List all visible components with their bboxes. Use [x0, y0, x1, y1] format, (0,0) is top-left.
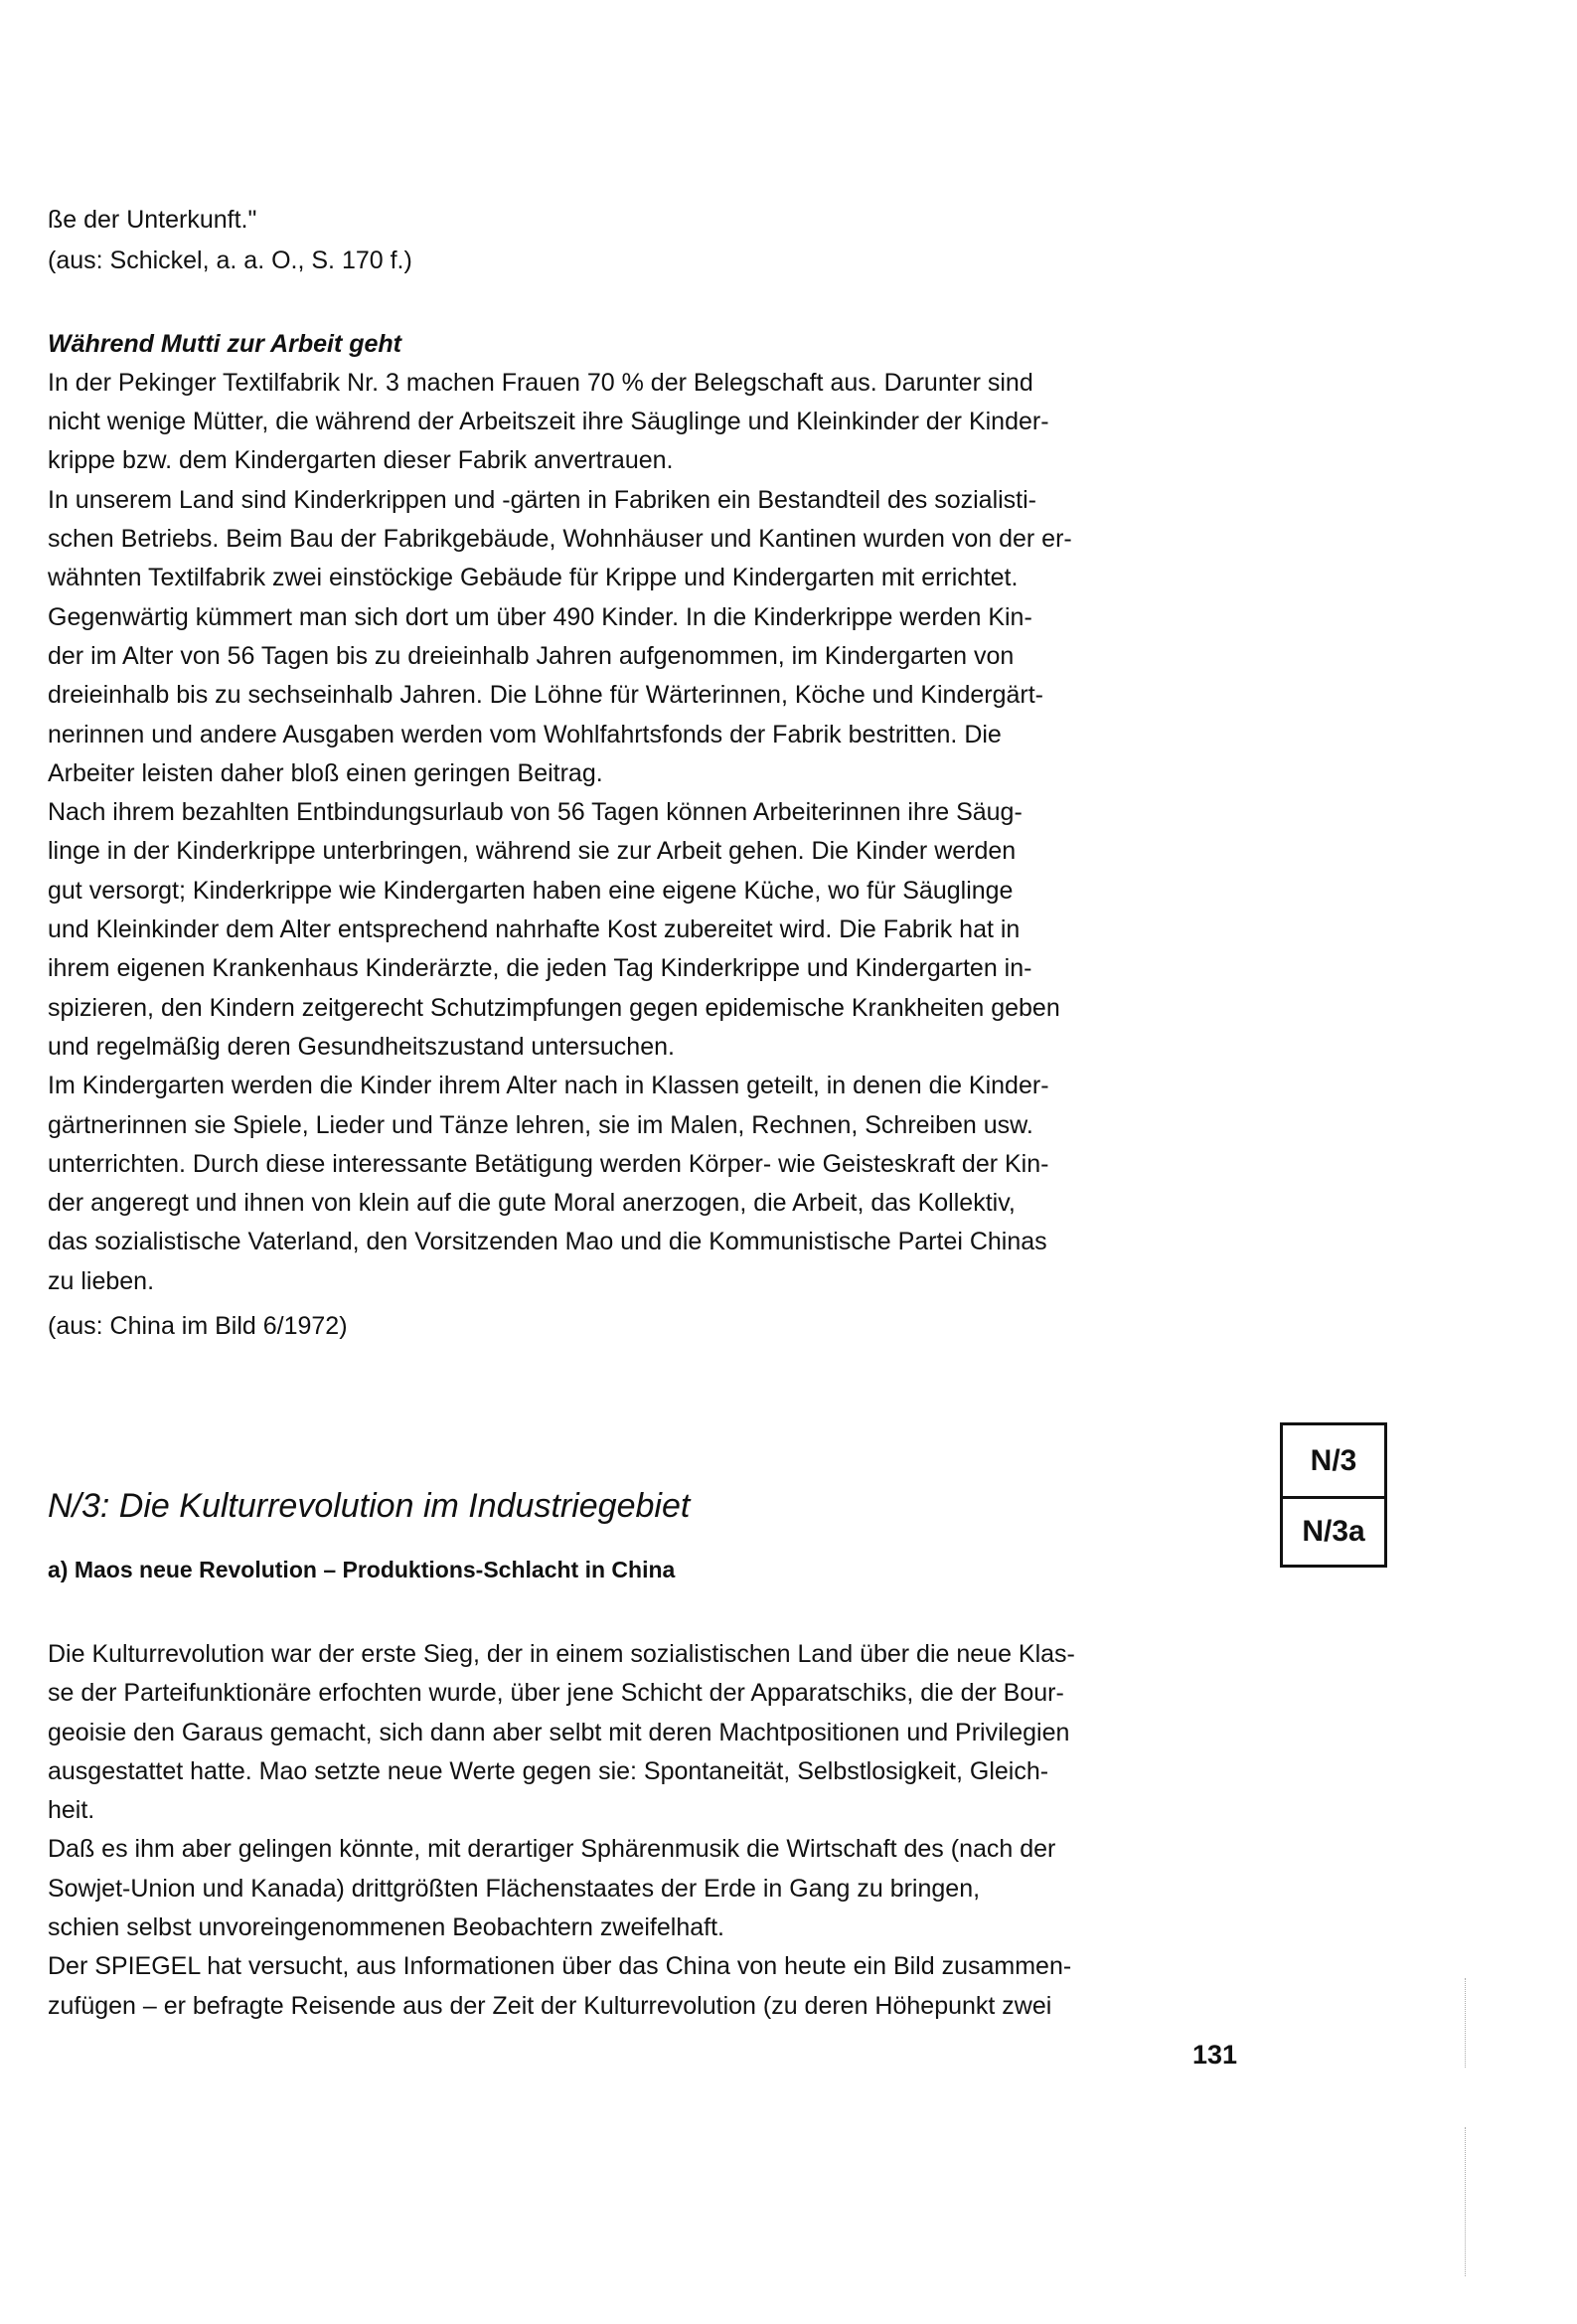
source-citation: (aus: China im Bild 6/1972)	[48, 1312, 348, 1340]
body-line: Nach ihrem bezahlten Entbindungsurlaub von 56 Tagen können Arbeiterinnen ihre Säug-	[48, 798, 1023, 826]
body-line: und regelmäßig deren Gesundheitszustand untersuchen.	[48, 1033, 675, 1061]
article-heading: Während Mutti zur Arbeit geht	[48, 330, 401, 358]
body-line: ihrem eigenen Krankenhaus Kinderärzte, die jeden Tag Kinderkrippe und Kindergarten in-	[48, 954, 1032, 982]
body-line: zu lieben.	[48, 1267, 155, 1295]
subsection-title: a) Maos neue Revolution – Produktions-Schlacht in China	[48, 1557, 676, 1582]
body-line: Die Kulturrevolution war der erste Sieg, der in einem sozialistischen Land über die neue Klas-	[48, 1640, 1075, 1668]
body-line: geoisie den Garaus gemacht, sich dann aber selbt mit deren Machtpositionen und Privilegien	[48, 1719, 1070, 1746]
source-citation: (aus: Schickel, a. a. O., S. 170 f.)	[48, 247, 412, 274]
section-title: N/3: Die Kulturrevolution im Industriegebiet	[48, 1487, 691, 1525]
body-line: Daß es ihm aber gelingen könnte, mit derartiger Sphärenmusik die Wirtschaft des (nach der	[48, 1835, 1056, 1863]
body-line: Gegenwärtig kümmert man sich dort um über 490 Kinder. In die Kinderkrippe werden Kin-	[48, 603, 1032, 631]
body-line: krippe bzw. dem Kindergarten dieser Fabrik anvertrauen.	[48, 446, 674, 474]
body-line: gut versorgt; Kinderkrippe wie Kindergarten haben eine eigene Küche, wo für Säuglinge	[48, 877, 1014, 905]
page-number: 131	[1192, 2040, 1238, 2070]
body-line: unterrichten. Durch diese interessante Betätigung werden Körper- wie Geisteskraft der Kin-	[48, 1150, 1049, 1178]
body-line: gärtnerinnen sie Spiele, Lieder und Tänze lehren, sie im Malen, Rechnen, Schreiben usw.	[48, 1111, 1033, 1139]
body-line: ausgestattet hatte. Mao setzte neue Werte gegen sie: Spontaneität, Selbstlosigkeit, Gleich-	[48, 1757, 1049, 1785]
body-line: nicht wenige Mütter, die während der Arbeitszeit ihre Säuglinge und Kleinkinder der Kinder-	[48, 408, 1049, 435]
body-line: das sozialistische Vaterland, den Vorsitzenden Mao und die Kommunistische Partei Chinas	[48, 1228, 1047, 1255]
subsection-marker-box	[1280, 1496, 1387, 1568]
scan-edge-mark	[1465, 1978, 1466, 2068]
body-line: nerinnen und andere Ausgaben werden vom Wohlfahrtsfonds der Fabrik bestritten. Die	[48, 721, 1002, 748]
body-line: In unserem Land sind Kinderkrippen und -gärten in Fabriken ein Bestandteil des sozialisti-	[48, 486, 1037, 514]
body-line: der im Alter von 56 Tagen bis zu dreieinhalb Jahren aufgenommen, im Kindergarten von	[48, 642, 1015, 670]
body-line: Im Kindergarten werden die Kinder ihrem Alter nach in Klassen geteilt, in denen die Kinder-	[48, 1072, 1049, 1099]
body-line: und Kleinkinder dem Alter entsprechend nahrhafte Kost zubereitet wird. Die Fabrik hat in	[48, 915, 1021, 943]
body-line: linge in der Kinderkrippe unterbringen, während sie zur Arbeit gehen. Die Kinder werden	[48, 837, 1017, 865]
body-line: schien selbst unvoreingenommenen Beobachtern zweifelhaft.	[48, 1913, 724, 1941]
body-line: Sowjet-Union und Kanada) drittgrößten Flächenstaates der Erde in Gang zu bringen,	[48, 1875, 981, 1903]
body-line: zufügen – er befragte Reisende aus der Zeit der Kulturrevolution (zu deren Höhepunkt zwei	[48, 1992, 1052, 2020]
body-line: der angeregt und ihnen von klein auf die gute Moral anerzogen, die Arbeit, das Kollektiv,	[48, 1189, 1016, 1217]
body-line: se der Parteifunktionäre erfochten wurde, über jene Schicht der Apparatschiks, die der Bour-	[48, 1679, 1064, 1707]
body-line: Arbeiter leisten daher bloß einen geringen Beitrag.	[48, 759, 603, 787]
body-line: spizieren, den Kindern zeitgerecht Schutzimpfungen gegen epidemische Krankheiten geben	[48, 994, 1060, 1022]
subsection-marker-label: N/3a	[1302, 1515, 1365, 1548]
body-line: Der SPIEGEL hat versucht, aus Informationen über das China von heute ein Bild zusammen-	[48, 1952, 1072, 1980]
section-marker-box	[1280, 1422, 1387, 1499]
body-line: schen Betriebs. Beim Bau der Fabrikgebäude, Wohnhäuser und Kantinen wurden von der er-	[48, 525, 1072, 553]
body-line: wähnten Textilfabrik zwei einstöckige Gebäude für Krippe und Kindergarten mit errichtet.	[48, 564, 1019, 591]
body-line: heit.	[48, 1796, 95, 1824]
body-line: In der Pekinger Textilfabrik Nr. 3 machen Frauen 70 % der Belegschaft aus. Darunter sind	[48, 369, 1033, 397]
body-line: dreieinhalb bis zu sechseinhalb Jahren. Die Löhne für Wärterinnen, Köche und Kindergärt-	[48, 681, 1043, 709]
scan-edge-mark	[1465, 2127, 1466, 2276]
section-marker-label: N/3	[1310, 1443, 1357, 1477]
continuation-text: ße der Unterkunft."	[48, 206, 257, 234]
